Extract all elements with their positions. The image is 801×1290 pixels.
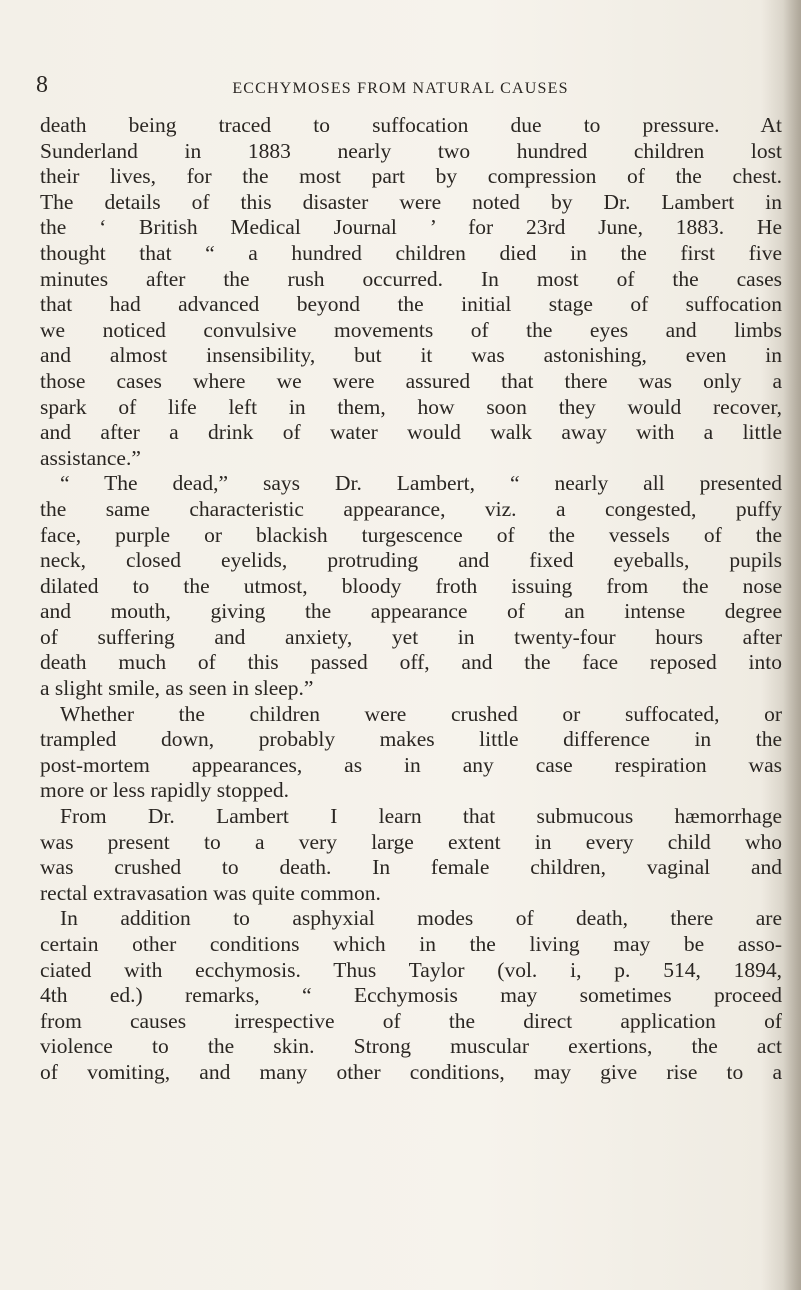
text-line: spark of life left in them, how soon they would recover, xyxy=(40,394,782,419)
text-line: and almost insensibility, but it was astonishing, even in xyxy=(40,343,782,368)
text-line: was crushed to death. In female children, vaginal and xyxy=(40,855,782,880)
text-line: we noticed convulsive movements of the eyes and limbs xyxy=(40,317,782,342)
text-line: their lives, for the most part by compression of the chest. xyxy=(40,164,782,189)
text-line: Sunderland in 1883 nearly two hundred children lost xyxy=(40,138,782,163)
page-number: 8 xyxy=(36,72,48,98)
text-line: thought that “ a hundred children died in the first five xyxy=(40,240,782,265)
text-line: the same characteristic appearance, viz. a congested, puffy xyxy=(40,496,782,521)
text-line: rectal extravasation was quite common. xyxy=(40,880,381,905)
text-line: and after a drink of water would walk away with a little xyxy=(40,420,782,445)
text-line: neck, closed eyelids, protruding and fixed eyeballs, pupils xyxy=(40,548,782,573)
text-line: dilated to the utmost, bloody froth issuing from the nose xyxy=(40,573,782,598)
text-line: a slight smile, as seen in sleep.” xyxy=(40,676,314,701)
text-line: assistance.” xyxy=(40,445,141,470)
text-line: those cases where we were assured that there was only a xyxy=(40,368,782,393)
text-line: of suffering and anxiety, yet in twenty-four hours after xyxy=(40,624,782,649)
page-edge-shadow xyxy=(783,0,801,1290)
text-line: minutes after the rush occurred. In most of the cases xyxy=(40,266,782,291)
text-line: From Dr. Lambert I learn that submucous hæmorrhage xyxy=(60,804,782,829)
body-text xyxy=(40,113,782,1086)
text-line: trampled down, probably makes little difference in the xyxy=(40,727,782,752)
text-line: “ The dead,” says Dr. Lambert, “ nearly all presented xyxy=(60,471,782,496)
text-line: ciated with ecchymosis. Thus Taylor (vol. i, p. 514, 1894, xyxy=(40,957,782,982)
text-line: face, purple or blackish turgescence of the vessels of the xyxy=(40,522,782,547)
text-line: that had advanced beyond the initial stage of suffocation xyxy=(40,292,782,317)
text-line: post-mortem appearances, as in any case respiration was xyxy=(40,752,782,777)
text-line: and mouth, giving the appearance of an intense degree xyxy=(40,599,782,624)
text-line: death being traced to suffocation due to pressure. At xyxy=(40,113,782,137)
text-line: The details of this disaster were noted by Dr. Lambert in xyxy=(40,189,782,214)
text-line: of vomiting, and many other conditions, may give rise to a xyxy=(40,1059,782,1084)
text-line: 4th ed.) remarks, “ Ecchymosis may sometimes proceed xyxy=(40,983,782,1008)
running-title: ECCHYMOSES FROM NATURAL CAUSES xyxy=(232,80,569,97)
text-line: certain other conditions which in the living may be asso- xyxy=(40,932,782,956)
text-line: violence to the skin. Strong muscular exertions, the act xyxy=(40,1034,782,1059)
text-line: Whether the children were crushed or suffocated, or xyxy=(60,701,782,726)
text-line: the ‘ British Medical Journal ’ for 23rd June, 1883. He xyxy=(40,215,782,240)
text-line: from causes irrespective of the direct application of xyxy=(40,1008,782,1033)
text-line: was present to a very large extent in every child who xyxy=(40,829,782,854)
text-line: death much of this passed off, and the face reposed into xyxy=(40,650,782,675)
text-line: more or less rapidly stopped. xyxy=(40,778,289,803)
text-line: In addition to asphyxial modes of death, there are xyxy=(60,906,782,931)
